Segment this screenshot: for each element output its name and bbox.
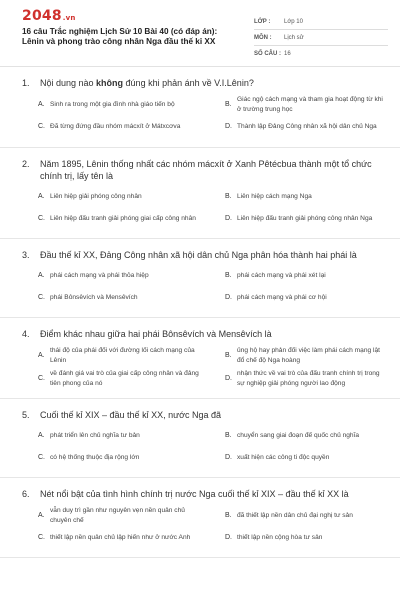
option-letter: D. (225, 534, 232, 542)
meta-subject: MÔN : Lịch sử (254, 30, 388, 46)
option-text: phát triển lên chủ nghĩa tư bản (50, 432, 140, 440)
question-number: 2. (22, 159, 30, 169)
answer-options (22, 344, 388, 390)
answer-option[interactable] (209, 447, 388, 469)
document-meta (254, 14, 388, 62)
answer-option[interactable] (209, 186, 388, 208)
option-text: có hệ thống thuộc địa rộng lớn (50, 454, 140, 462)
option-letter: B. (225, 511, 232, 519)
option-letter: B. (225, 100, 232, 108)
answer-option[interactable] (209, 208, 388, 230)
option-text: Giác ngộ cách mạng và tham gia hoạt động từ khi ở trường trung học (237, 96, 383, 113)
option-text: chuyển sang giai đoạn đế quốc chủ nghĩa (237, 432, 360, 440)
option-text: phái cách mạng và phái thỏa hiệp (50, 272, 149, 280)
meta-question-count: SỐ CÂU : 16 (254, 51, 291, 57)
answer-options (22, 186, 388, 230)
question-5 (0, 399, 400, 478)
answer-option[interactable] (22, 116, 201, 138)
answer-option[interactable] (209, 344, 388, 367)
option-letter: A. (38, 193, 45, 201)
document-title: 16 câu Trắc nghiệm Lịch Sử 10 Bài 40 (có đáp án): Lênin và phong trào công nhân Nga đầu thế kỉ XX (22, 27, 218, 46)
question-header (22, 409, 388, 421)
question-list (0, 67, 400, 558)
answer-option[interactable] (22, 93, 201, 116)
question-3 (0, 239, 400, 318)
question-4 (0, 318, 400, 399)
option-text: ủng hộ hay phản đối việc làm phái cách mạng lật đổ chế độ Nga hoàng (237, 347, 380, 364)
question-6 (0, 478, 400, 558)
option-text: thiết lập nền cộng hòa tư sản (237, 534, 323, 542)
answer-option[interactable] (209, 287, 388, 309)
option-text: về đánh giá vai trò của giai cấp công nhân và đảng tiên phong của nó (50, 370, 199, 387)
option-letter: C. (38, 294, 45, 302)
question-1 (0, 67, 400, 148)
option-text: vẫn duy trì gần như nguyên vẹn nền quân chủ chuyên chế (50, 507, 185, 524)
option-letter: C. (38, 454, 45, 462)
question-text: Cuối thế kỉ XIX – đầu thế kỉ XX, nước Nga đã (40, 410, 222, 420)
option-text: thiết lập nền quân chủ lập hiến như ở nước Anh (50, 534, 191, 542)
answer-option[interactable] (22, 287, 201, 309)
option-text: Liên hiệp giải phóng công nhân (50, 193, 142, 201)
option-text: đã thiết lập nền dân chủ đại nghị tư sản (237, 511, 353, 519)
site-logo[interactable]: 2048.vn (22, 8, 76, 24)
meta-class: LỚP : Lớp 10 (254, 14, 388, 30)
answer-option[interactable] (22, 208, 201, 230)
answer-options (22, 93, 388, 138)
option-letter: C. (38, 534, 45, 542)
question-header (22, 249, 388, 261)
option-letter: A. (38, 432, 45, 440)
option-text: phái cách mạng và phái xét lại (237, 272, 326, 280)
question-header (22, 488, 388, 500)
option-letter: D. (225, 294, 232, 302)
question-number: 5. (22, 410, 30, 420)
answer-option[interactable] (22, 344, 201, 367)
answer-option[interactable] (209, 527, 388, 549)
answer-option[interactable] (22, 265, 201, 287)
answer-option[interactable] (22, 504, 201, 527)
answer-option[interactable] (209, 93, 388, 116)
question-number: 4. (22, 329, 30, 339)
option-text: Liên hiệp đấu tranh giải phóng giai cấp công nhân (50, 215, 196, 223)
option-letter: B. (225, 193, 232, 201)
option-text: phái cách mạng và phái cơ hội (237, 294, 327, 302)
question-text: Năm 1895, Lênin thống nhất các nhóm mácxít ở Xanh Pêtécbua thành một tổ chức chính trị, lấy tên là (40, 159, 372, 181)
option-text: nhận thức về vai trò của đấu tranh chính trị trong sự nghiệp giải phóng người lao động (237, 370, 380, 387)
option-text: Sinh ra trong một gia đình nhà giáo tiến bộ (50, 100, 175, 108)
question-header (22, 328, 388, 340)
answer-option[interactable] (22, 367, 201, 390)
option-text: xuất hiện các công ti độc quyền (237, 454, 330, 462)
option-text: Thành lập Đảng Công nhân xã hội dân chủ Nga (237, 123, 377, 131)
answer-option[interactable] (22, 425, 201, 447)
answer-option[interactable] (209, 116, 388, 138)
answer-option[interactable] (209, 425, 388, 447)
option-letter: D. (225, 215, 232, 223)
answer-options (22, 265, 388, 309)
option-letter: D. (225, 123, 232, 131)
answer-options (22, 425, 388, 469)
question-text: Điểm khác nhau giữa hai phái Bônsêvích và Mensêvích là (40, 329, 272, 339)
answer-option[interactable] (209, 504, 388, 527)
question-number: 1. (22, 78, 30, 88)
question-text: Nét nổi bật của tình hình chính trị nước Nga cuối thế kỉ XIX – đầu thế kỉ XX là (40, 489, 349, 499)
option-letter: C. (38, 374, 45, 382)
option-letter: A. (38, 511, 45, 519)
option-text: Liên hiệp cách mạng Nga (237, 193, 312, 201)
document-header (0, 0, 400, 66)
option-letter: C. (38, 123, 45, 131)
option-letter: B. (225, 432, 232, 440)
answer-option[interactable] (209, 367, 388, 390)
option-text: thái độ của phái đối với đường lối cách mạng của Lênin (50, 347, 195, 364)
option-text: Đã từng đứng đầu nhóm mácxít ở Mátxcơva (50, 123, 181, 131)
option-letter: B. (225, 351, 232, 359)
option-letter: C. (38, 215, 45, 223)
answer-options (22, 504, 388, 549)
question-number: 3. (22, 250, 30, 260)
question-header (22, 158, 388, 182)
option-letter: A. (38, 272, 45, 280)
option-letter: A. (38, 351, 45, 359)
option-letter: B. (225, 272, 232, 280)
option-letter: D. (225, 374, 232, 382)
option-letter: A. (38, 100, 45, 108)
answer-option[interactable] (22, 447, 201, 469)
answer-option[interactable] (22, 527, 201, 549)
answer-option[interactable] (22, 186, 201, 208)
question-2 (0, 148, 400, 239)
question-text: Nội dung nào không đúng khi phản ánh về V.I.Lênin? (40, 78, 254, 88)
answer-option[interactable] (209, 265, 388, 287)
option-text: phái Bônsêvích và Mensêvích (50, 294, 138, 302)
option-text: Liên hiệp đấu tranh giải phóng công nhân Nga (237, 215, 373, 223)
question-header (22, 77, 388, 89)
option-letter: D. (225, 454, 232, 462)
question-text: Đầu thế kỉ XX, Đảng Công nhân xã hội dân chủ Nga phân hóa thành hai phái là (40, 250, 357, 260)
question-number: 6. (22, 489, 30, 499)
